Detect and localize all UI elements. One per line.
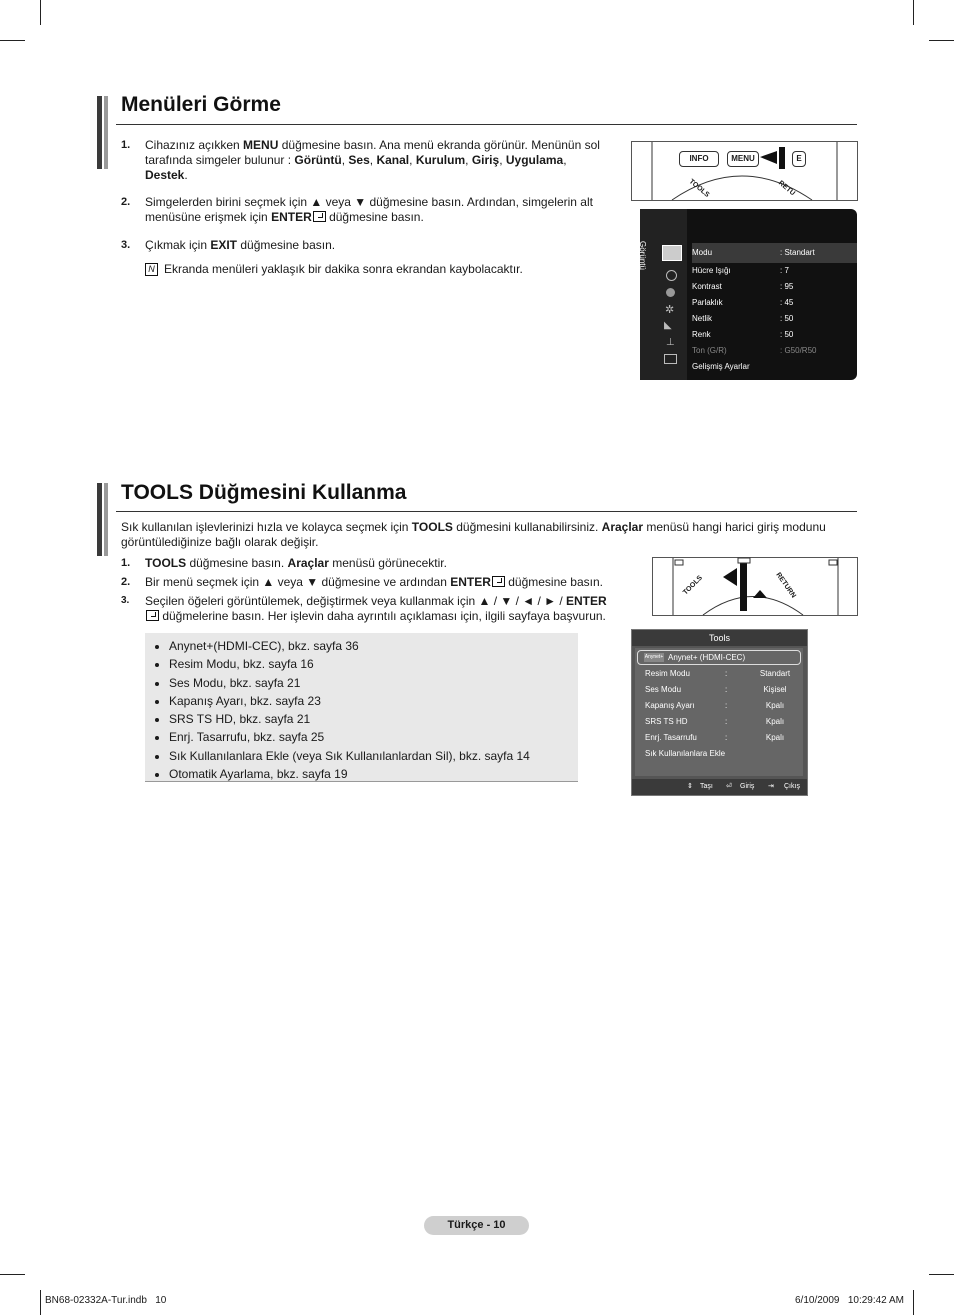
menu-row: Kontrast : 95 [692, 282, 794, 291]
menu-row: Modu : Standart [692, 243, 857, 263]
menu-row: Hücre Işığı : 7 [692, 266, 789, 275]
enter-icon: ⏎ [726, 783, 732, 790]
input-icon: ◣ [664, 320, 672, 331]
step-text: TOOLS düğmesine basın. Araçlar menüsü görünecektir. [145, 556, 447, 570]
step-text: Seçilen öğeleri görüntülemek, değiştirmek veya kullanmak için ▲ / ▼ / ◄ / ► / ENTER düğmelerine basın. Her işlevin daha ayrıntılı açıklaması için, ilgili sayfaya başvurun. [145, 594, 607, 623]
tools-label: TOOLS [682, 574, 704, 597]
crop-mark [913, 1290, 914, 1315]
menu-row: Resim Modu : Standart [645, 669, 791, 678]
exit-icon: ⇥ [768, 783, 774, 790]
remote-illustration [652, 557, 858, 616]
crop-mark [0, 1274, 25, 1275]
menu-row: Renk : 50 [692, 330, 794, 339]
picture-menu-screen [637, 209, 857, 380]
menu-row: Parlaklık : 45 [692, 298, 794, 307]
crop-mark [40, 1290, 41, 1315]
title-rule [116, 511, 857, 512]
crop-mark [929, 40, 954, 41]
crop-mark [0, 40, 25, 41]
section-title: Menüleri Görme [121, 93, 281, 116]
intro-text: Sık kullanılan işlevlerinizi hızla ve kolayca seçmek için TOOLS düğmesini kullanabilirsiniz. Araçlar menüsü hangi harici giriş modunu görüntülediğinize bağlı olarak değişir. [121, 520, 826, 549]
list-item: • Kapanış Ayarı, bkz. sayfa 23 [169, 692, 578, 710]
note-text: Ekranda menüleri yaklaşık bir dakika sonra ekrandan kaybolacaktır. [164, 262, 523, 276]
tools-menu-screen [631, 629, 808, 796]
menu-button: MENU [727, 151, 759, 167]
enter-icon [492, 576, 505, 587]
menu-row: Kapanış Ayarı : Kpalı [645, 701, 785, 710]
info-button: INFO [679, 151, 719, 167]
note-icon: N [145, 263, 158, 276]
list-item: • SRS TS HD, bkz. sayfa 21 [169, 710, 578, 728]
remote-illustration [631, 141, 858, 201]
crop-mark [929, 1274, 954, 1275]
support-icon [664, 354, 677, 364]
step-number: 2. [121, 576, 131, 588]
menu-row: Ses Modu : Kişisel [645, 685, 787, 694]
application-icon: ⊥ [666, 337, 675, 348]
tools-label: TOOLS [687, 178, 711, 199]
step-number: 3. [121, 239, 131, 251]
list-item: • Enrj. Tasarrufu, bkz. sayfa 25 [169, 728, 578, 746]
step-text: Bir menü seçmek için ▲ veya ▼ düğmesine ve ardından ENTER düğmesine basın. [145, 575, 603, 589]
title-rule [116, 124, 857, 125]
step-number: 1. [121, 557, 131, 569]
tools-footer: ⇕ Taşı ⏎ Giriş ⇥ Çıkış [632, 779, 807, 795]
menu-row: Enrj. Tasarrufu : Kpalı [645, 733, 785, 742]
page-number: Türkçe - 10 [424, 1216, 529, 1235]
list-item: • Otomatik Ayarlama, bkz. sayfa 19 [169, 765, 578, 783]
tools-header: Tools [632, 630, 807, 646]
step-number: 1. [121, 139, 131, 151]
setup-icon: ✲ [665, 304, 675, 316]
return-label: RETU [776, 179, 797, 198]
move-icon: ⇕ [687, 783, 693, 790]
anynet-logo: Anynet+ [644, 654, 664, 660]
list-item: • Anynet+(HDMI-CEC), bkz. sayfa 36 [169, 637, 578, 655]
sound-icon [666, 270, 677, 281]
menu-row: Ton (G/R) : G50/R50 [692, 346, 817, 355]
menu-row: Gelişmiş Ayarlar [692, 362, 750, 371]
print-timestamp: 6/10/2009 10:29:42 AM [795, 1295, 904, 1306]
channel-icon [666, 288, 675, 297]
section-marker [97, 483, 109, 556]
menu-row-selected: Anynet+ Anynet+ (HDMI-CEC) [637, 650, 801, 665]
menu-row: Sık Kullanılanlara Ekle [645, 749, 726, 758]
step-text: Çıkmak için EXIT düğmesine basın. [145, 238, 336, 252]
picture-icon [662, 245, 682, 261]
feature-list [145, 633, 578, 782]
section-marker [97, 96, 109, 169]
step-text: Cihazınız açıkken MENU düğmesine basın. Ana menü ekranda görünür. Menünün sol tarafında simgeler bulunur : Görüntü, Ses, Kanal, Kurulum, Giriş, Uygulama, Destek. [145, 138, 600, 182]
step-number: 2. [121, 196, 131, 208]
menu-row: SRS TS HD : Kpalı [645, 717, 785, 726]
section-title: TOOLS Düğmesini Kullanma [121, 481, 407, 504]
step-number: 3. [121, 595, 130, 606]
list-item: • Sık Kullanılanlara Ekle (veya Sık Kullanılanlardan Sil), bkz. sayfa 14 [169, 747, 578, 765]
sidebar-label: Görüntü [637, 241, 647, 270]
icon-sidebar [637, 209, 687, 380]
crop-mark [913, 0, 914, 25]
file-info: BN68-02332A-Tur.indb 10 [45, 1295, 167, 1306]
e-button: E [792, 151, 806, 167]
crop-mark [40, 0, 41, 25]
menu-row: Netlik : 50 [692, 314, 794, 323]
list-item: • Resim Modu, bkz. sayfa 16 [169, 655, 578, 673]
list-item: • Ses Modu, bkz. sayfa 21 [169, 674, 578, 692]
step-text: Simgelerden birini seçmek için ▲ veya ▼ düğmesine basın. Ardından, simgelerin alt menüsüne erişmek için ENTER düğmesine basın. [145, 195, 593, 224]
tools-list [635, 648, 803, 776]
enter-icon [313, 211, 326, 222]
return-label: RETURN [774, 571, 797, 600]
enter-icon [146, 610, 159, 621]
